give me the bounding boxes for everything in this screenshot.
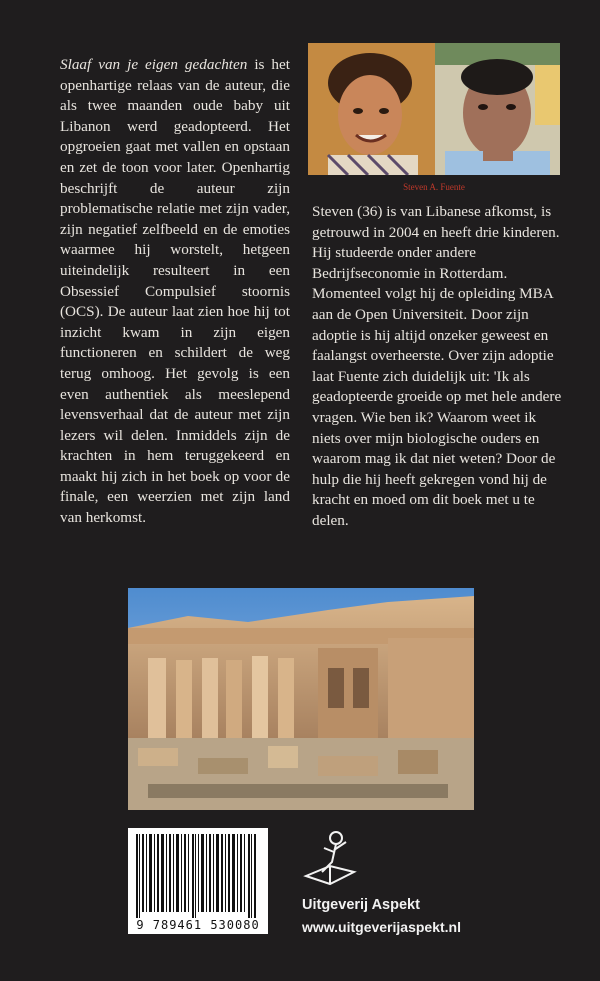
isbn-number: 9 789461 530080	[136, 918, 260, 932]
publisher-url[interactable]: www.uitgeverijaspekt.nl	[302, 919, 461, 935]
author-adult-photo	[435, 43, 560, 175]
book-blurb	[60, 55, 290, 529]
baalbek-ruins-photo	[128, 588, 474, 810]
author-child-photo	[308, 43, 435, 175]
blurb-text: is het openhartige relaas van de auteur, die als twee maanden oude baby uit Libanon werd geadopteerd. Het opgroeien gaat met vallen en opstaan en zet de toon voor later. Openhartig beschrijft de auteur zijn problematische relatie met zijn vader, zijn negatief zelfbeeld en de emoties waarmee hij worstelt, hetgeen uiteindelijk resulteert in een Obsessief Compulsief stoornis (OCS). De auteur laat zien hoe hij tot inzicht kwam in zijn eigen functioneren en schildert de weg terug omhoog. Het gevolg is een even authentiek als meeslepend levensverhaal dat de auteur met zijn lezers wil delen. Inmiddels zijn de krachten in hem teruggekeerd en maakt hij zich in het boek op voor de finale, een weerzien met zijn land van herkomst.	[60, 56, 290, 527]
author-photos	[308, 43, 560, 175]
publisher-name: Uitgeverij Aspekt	[302, 897, 420, 913]
author-bio: Steven (36) is van Libanese afkomst, is getrouwd in 2004 en heeft drie kinderen. Hij studeerde onder andere Bedrijfseconomie in Rotterdam. Momenteel volgt hij de opleiding MBA aan de Open Universiteit. Door zijn adoptie is hij altijd onzeker geweest en faalangst overheerste. Over zijn adoptie laat Fuente zich duidelijk uit: 'Ik als geadopteerde groeide op met hele andere vragen. Wie ben ik? Waarom weet ik niets over mijn biologische ouders en waarom mag ik dat niet weten? Door de hulp die hij heeft gekregen vond hij de kracht en moed om dit boek met u te delen.	[312, 203, 562, 529]
author-photo-caption: Steven A. Fuente	[403, 182, 465, 192]
book-title-italic: Slaaf van je eigen gedachten	[60, 56, 248, 73]
publisher-logo-icon	[302, 828, 358, 892]
isbn-barcode	[128, 828, 268, 934]
